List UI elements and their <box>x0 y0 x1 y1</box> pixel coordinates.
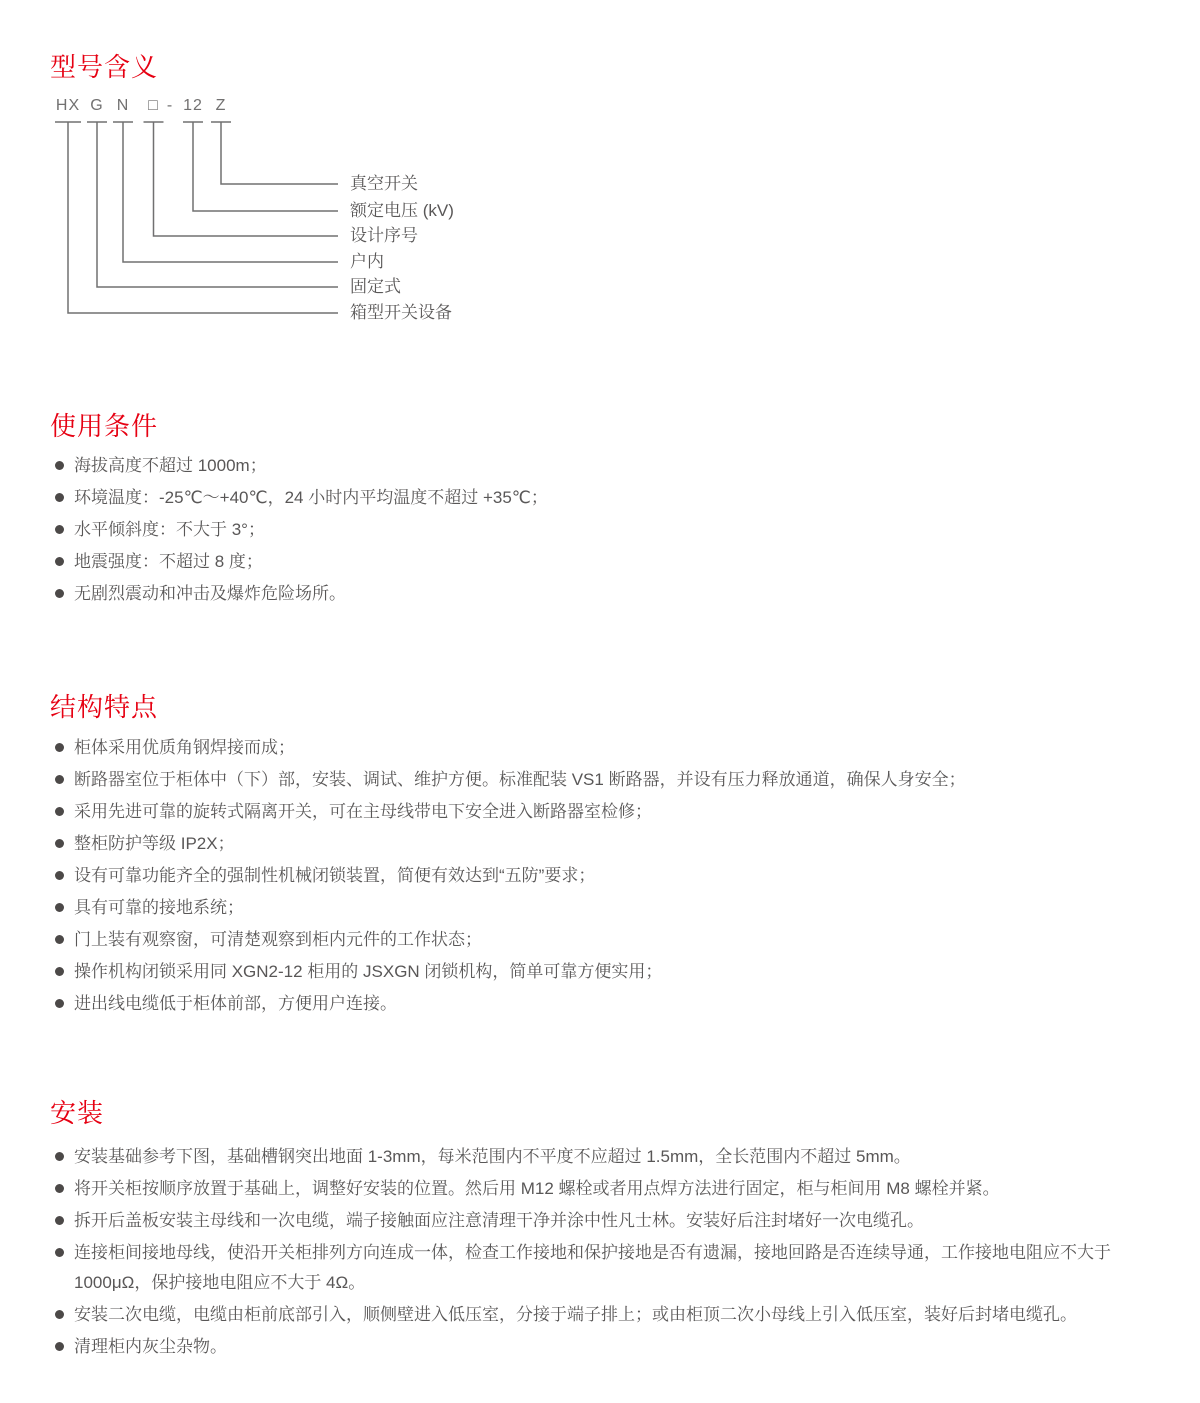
list-item <box>55 829 1175 859</box>
service-conditions-title: 使用条件 <box>50 411 159 441</box>
list-item <box>55 1300 1175 1330</box>
structure-features-title: 结构特点 <box>50 692 159 722</box>
list-item <box>55 579 1175 609</box>
list-item <box>55 925 1175 955</box>
code-part-12: 12 <box>183 97 203 114</box>
bullet-text: 整柜防护等级 IP2X； <box>74 834 235 853</box>
code-part-hyphen: - <box>166 97 174 114</box>
bullet-text: 安装基础参考下图，基础槽钢突出地面 1-3mm，每米范围内不平度不应超过 1.5mm，全长范围内不超过 5mm。 <box>74 1147 911 1166</box>
bullet-icon <box>55 967 64 976</box>
list-item <box>55 797 1175 827</box>
branch-label-design-serial: 设计序号 <box>350 226 418 245</box>
bullet-text: 采用先进可靠的旋转式隔离开关，可在主母线带电下安全进入断路器室检修； <box>74 802 652 821</box>
list-item <box>55 515 1175 545</box>
bullet-text: 门上装有观察窗，可清楚观察到柜内元件的工作状态； <box>74 930 482 949</box>
bullet-text: 海拔高度不超过 1000m； <box>74 456 267 475</box>
bullet-text: 操作机构闭锁采用同 XGN2-12 柜用的 JSXGN 闭锁机构，简单可靠方便实用； <box>74 962 663 981</box>
bullet-icon <box>55 525 64 534</box>
installation-list <box>50 1142 1175 1362</box>
bullet-icon <box>55 557 64 566</box>
code-part-n: N <box>116 97 130 114</box>
structure-features-list <box>50 733 1175 1019</box>
bullet-text: 环境温度：-25℃～+40℃，24 小时内平均温度不超过 +35℃； <box>74 488 548 507</box>
bullet-icon <box>55 1342 64 1351</box>
bullet-icon <box>55 1216 64 1225</box>
list-item <box>55 989 1175 1019</box>
bullet-text: 柜体采用优质角钢焊接而成； <box>74 738 295 757</box>
service-conditions-list <box>50 451 1175 609</box>
bullet-text: 安装二次电缆，电缆由柜前底部引入，顺侧壁进入低压室，分接于端子排上；或由柜顶二次小母线上引入低压室，装好后封堵电缆孔。 <box>74 1305 1077 1324</box>
model-code-diagram <box>50 96 1175 326</box>
list-item <box>55 765 1175 795</box>
code-part-z: Z <box>215 97 227 114</box>
diagram-lines <box>50 96 345 326</box>
bullet-text: 具有可靠的接地系统； <box>74 898 244 917</box>
list-item <box>55 861 1175 891</box>
list-item <box>55 1142 1175 1172</box>
bullet-text: 断路器室位于柜体中（下）部，安装、调试、维护方便。标准配装 VS1 断路器，并设有压力释放通道，确保人身安全； <box>74 770 966 789</box>
model-meaning-title: 型号含义 <box>50 52 159 82</box>
bullet-icon <box>55 1248 64 1257</box>
bullet-icon <box>55 1152 64 1161</box>
list-item <box>55 733 1175 763</box>
list-item <box>55 547 1175 577</box>
bullet-text: 无剧烈震动和冲击及爆炸危险场所。 <box>74 584 346 603</box>
bullet-icon <box>55 903 64 912</box>
bullet-icon <box>55 461 64 470</box>
list-item <box>55 1174 1175 1204</box>
bullet-icon <box>55 1184 64 1193</box>
list-item <box>55 1206 1175 1236</box>
bullet-text: 拆开后盖板安装主母线和一次电缆，端子接触面应注意清理干净并涂中性凡士林。安装好后注封堵好一次电缆孔。 <box>74 1211 924 1230</box>
bullet-icon <box>55 493 64 502</box>
list-item <box>55 1332 1175 1362</box>
bullet-icon <box>55 1310 64 1319</box>
list-item <box>55 451 1175 481</box>
bullet-text: 将开关柜按顺序放置于基础上，调整好安装的位置。然后用 M12 螺栓或者用点焊方法进行固定，柜与柜间用 M8 螺栓并紧。 <box>74 1179 1000 1198</box>
branch-label-fixed-type: 固定式 <box>350 277 401 296</box>
bullet-text: 清理柜内灰尘杂物。 <box>74 1337 227 1356</box>
list-item <box>55 957 1175 987</box>
branch-label-rated-voltage: 额定电压 (kV) <box>350 201 454 220</box>
list-item <box>55 483 1175 513</box>
bullet-text: 连接柜间接地母线，使沿开关柜排列方向连成一体，检查工作接地和保护接地是否有遗漏，接地回路是否连续导通，工作接地电阻应不大于 1000μΩ，保护接地电阻应不大于 4Ω。 <box>74 1243 1111 1292</box>
bullet-icon <box>55 589 64 598</box>
code-part-hx: HX <box>55 97 81 114</box>
bullet-icon <box>55 935 64 944</box>
bullet-icon <box>55 743 64 752</box>
bullet-icon <box>55 775 64 784</box>
bullet-icon <box>55 871 64 880</box>
code-part-g: G <box>90 97 104 114</box>
bullet-icon <box>55 839 64 848</box>
branch-label-box-switchgear: 箱型开关设备 <box>350 303 452 322</box>
bullet-text: 进出线电缆低于柜体前部，方便用户连接。 <box>74 994 397 1013</box>
branch-label-vacuum-switch: 真空开关 <box>350 174 418 193</box>
list-item <box>55 893 1175 923</box>
bullet-icon <box>55 999 64 1008</box>
installation-title: 安装 <box>50 1098 105 1128</box>
list-item <box>55 1238 1175 1298</box>
bullet-text: 水平倾斜度：不大于 3°； <box>74 520 265 539</box>
branch-label-indoor: 户内 <box>350 252 384 271</box>
bullet-text: 地震强度：不超过 8 度； <box>74 552 263 571</box>
bullet-text: 设有可靠功能齐全的强制性机械闭锁装置，简便有效达到“五防”要求； <box>74 866 596 885</box>
code-part-square: □ <box>148 97 159 114</box>
bullet-icon <box>55 807 64 816</box>
